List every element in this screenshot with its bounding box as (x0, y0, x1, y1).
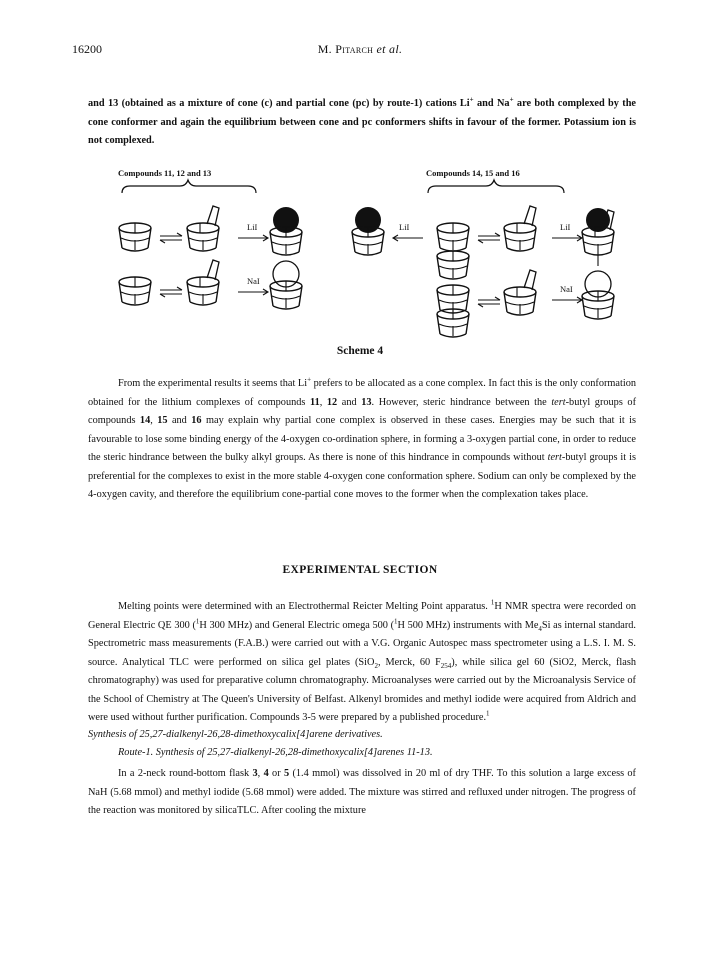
intro-paragraph: and 13 (obtained as a mixture of cone (c) and partial cone (pc) by route-1) cations Li+ and Na+ are both complexed by the cone conformer and again the equilibrium between cone and pc conformers shifts in favour of the former. Potassium ion is not complexed. (88, 95, 636, 146)
scheme-group-left-label: Compounds 11, 12 and 13 (118, 168, 212, 178)
synthesis-subheading: Synthesis of 25,27-dialkenyl-26,28-dimethoxycalix[4]arene derivatives. (88, 729, 383, 740)
experimental-heading: EXPERIMENTAL SECTION (282, 564, 438, 576)
reagent-lii-3: LiI (560, 222, 571, 232)
reagent-lii-1: LiI (247, 222, 258, 232)
discussion-paragraph: From the experimental results it seems that Li+ prefers to be allocated as a cone complex. In fact this is the only conformation obtained for the lithium complexes of compounds 11, 12 and 13. However, steric hindrance between the tert-butyl groups of compounds 14, 15 and 16 may explain why partial cone complex is observed in these cases. Energies may be such that it is favourable to lose some binding energy of the 4-oxygen co-ordination sphere, in forming a 3-oxygen partial cone, in order to reduce the steric hindrance between the bulky alkyl groups. As there is none of this hindrance in compounds without tert-butyl groups it is preferential for the complexes to exist in the more stable 4-oxygen cone conformation sphere. Sodium can only be complexed by the 4-oxygen cavity, and therefore the equilibrium cone-partial cone moves to the former when the complexation takes place. (88, 375, 637, 500)
li-ion-sphere (273, 207, 299, 233)
reagent-nai-2: NaI (560, 284, 573, 294)
author-etal: et al. (376, 42, 403, 56)
right-group-brace (428, 180, 564, 193)
running-header (0, 42, 720, 62)
route-subheading: Route-1. Synthesis of 25,27-dialkenyl-26,28-dimethoxycalix[4]arenes 11-13. (118, 747, 433, 758)
na-ion-sphere (273, 261, 299, 287)
route-paragraph: In a 2-neck round-bottom flask 3, 4 or 5 (1.4 mmol) was dissolved in 20 ml of dry THF. To this solution a large excess of NaH (5.68 mmol) and methyl iodide (5.68 mmol) were added. The mixture was stirred and refluxed under nitrogen. The progress of the reaction was monitored by silicaTLC. After cooling the mixture (88, 768, 636, 816)
left-group-brace (122, 180, 256, 193)
page-number: 16200 (72, 42, 102, 56)
reagent-lii-2: LiI (399, 222, 410, 232)
reagent-nai-1: NaI (247, 276, 260, 286)
author-initial: M. P (317, 42, 343, 56)
experimental-paragraph: Melting points were determined with an Electrothermal Reicter Melting Point apparatus. $^1$H NMR spectra were recorded on General Electric QE 300 ($^1$H 300 MHz) and General Electric omega 500 ($^1$H 500 MHz) instruments with $Me_4Si$ as internal standard. Spectrometric mass measurements (F.A.B.) were carried out with a V.G. Organic Autospec mass spectrometer using a L.S. I. M. S. source. Analytical TLC were performed on silica gel plates (SiO$_2$, Merck, 60 $F_{254}$), while silica gel 60 (SiO2, Merck, flash chromatography) was used for preparative column chromatography. Microanalyses were carried out by the Microanalysis Service of the School of Chemistry at The Queen's University of Belfast. Alkenyl bromides and methyl iodide were acquired from Aldrich and were used without further purification. Compounds 3-5 were prepared by a published procedure.$^1$ (88, 598, 637, 723)
scheme-group-right-label: Compounds 14, 15 and 16 (426, 168, 520, 178)
author-surname: itarch (342, 42, 374, 56)
running-title (0, 42, 720, 57)
scheme-caption: Scheme 4 (336, 345, 384, 357)
